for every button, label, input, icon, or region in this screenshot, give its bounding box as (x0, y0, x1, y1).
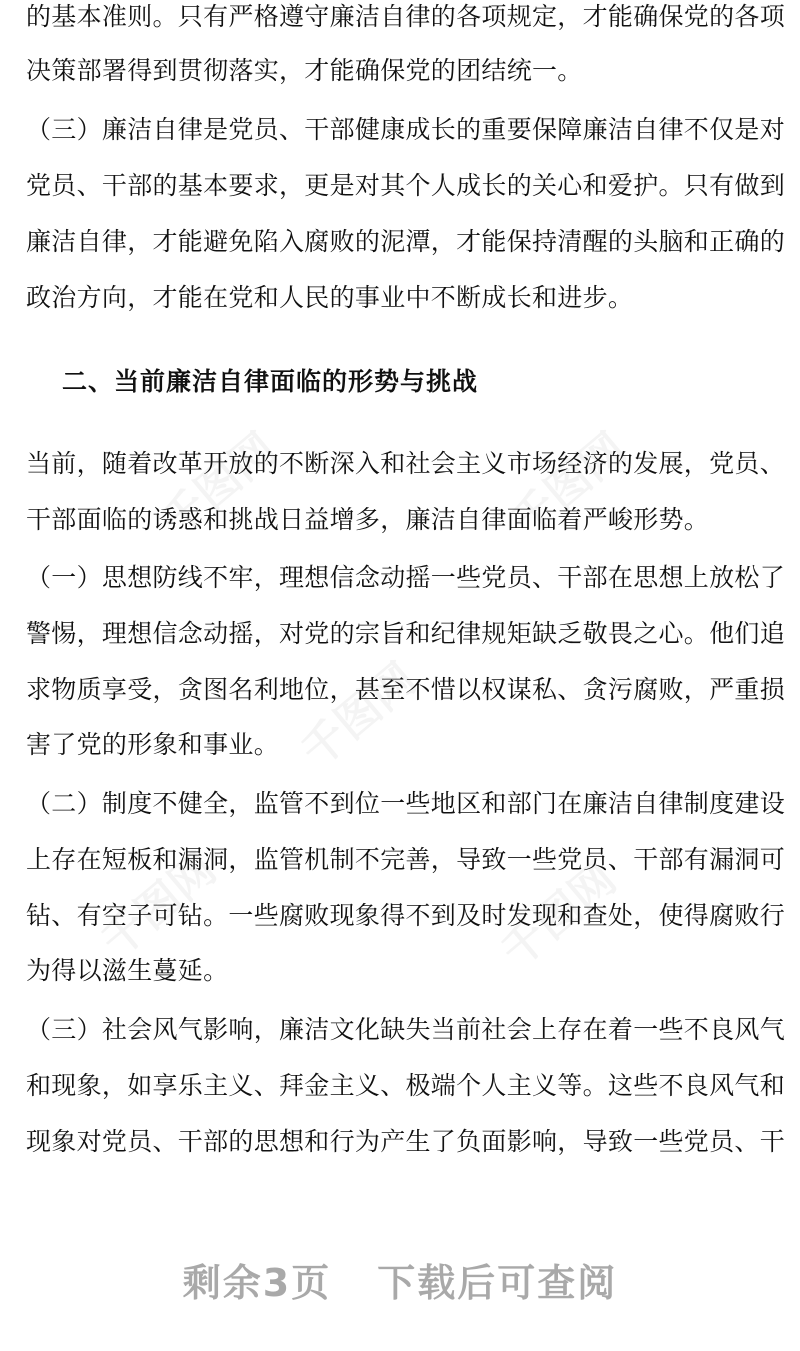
body-text-line: 廉洁自律，才能避免陷入腐败的泥潭，才能保持清醒的头脑和正确的 (26, 227, 786, 256)
body-text-line: 当前，随着改革开放的不断深入和社会主义市场经济的发展，党员、 (26, 449, 786, 478)
body-text-line: 为得以滋生蔓延。 (26, 956, 229, 985)
body-text-line: 上存在短板和漏洞，监管机制不完善，导致一些党员、干部有漏洞可 (26, 845, 786, 874)
body-text-line: 干部面临的诱惑和挑战日益增多，廉洁自律面临着严峻形势。 (26, 505, 710, 534)
body-text-line: 钻、有空子可钻。一些腐败现象得不到及时发现和查处，使得腐败行 (26, 901, 786, 930)
body-text-line: （三）廉洁自律是党员、干部健康成长的重要保障廉洁自律不仅是对 (26, 115, 786, 144)
watermark: 千图网 (491, 853, 626, 978)
body-text-line: （二）制度不健全，监管不到位一些地区和部门在廉洁自律制度建设 (26, 789, 786, 818)
body-text-line: （一）思想防线不牢，理想信念动摇一些党员、干部在思想上放松了 (26, 563, 786, 592)
body-text-line: 求物质享受，贪图名利地位，甚至不惜以权谋私、贪污腐败，严重损 (26, 675, 786, 704)
body-text-line: 政治方向，才能在党和人民的事业中不断成长和进步。 (26, 283, 634, 312)
download-banner[interactable] (0, 1252, 800, 1307)
body-text-line: 党员、干部的基本要求，更是对其个人成长的关心和爱护。只有做到 (26, 171, 786, 200)
section-heading: 二、当前廉洁自律面临的形势与挑战 (62, 367, 479, 396)
body-text-line: （三）社会风气影响，廉洁文化缺失当前社会上存在着一些不良风气 (26, 1015, 786, 1044)
watermark: 千图网 (291, 653, 426, 778)
body-text-line: 警惕，理想信念动摇，对党的宗旨和纪律规矩缺乏敬畏之心。他们追 (26, 619, 786, 648)
download-to-view-label: 下载后可查阅 (377, 1261, 618, 1305)
body-text-line: 现象对党员、干部的思想和行为产生了负面影响，导致一些党员、干 (26, 1127, 786, 1156)
watermark: 千图网 (151, 423, 286, 548)
body-text-line: 害了党的形象和事业。 (26, 730, 280, 759)
watermark: 千图网 (501, 423, 636, 548)
remaining-pages-label: 剩余3页 (182, 1261, 332, 1305)
body-text-line: 决策部署得到贯彻落实，才能确保党的团结统一。 (26, 56, 583, 85)
watermark: 千图网 (91, 843, 226, 968)
body-text-line: 和现象，如享乐主义、拜金主义、极端个人主义等。这些不良风气和 (26, 1071, 786, 1100)
body-text-line: 的基本准则。只有严格遵守廉洁自律的各项规定，才能确保党的各项 (26, 2, 786, 31)
